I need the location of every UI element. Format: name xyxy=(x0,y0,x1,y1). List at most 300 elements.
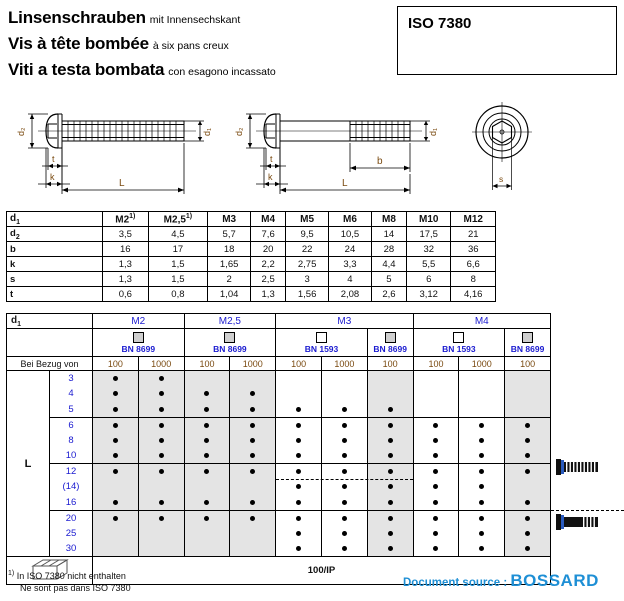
availability-dot xyxy=(296,546,301,551)
availability-dot xyxy=(342,438,347,443)
availability-dot xyxy=(433,438,438,443)
dimension-col-header-M5: M5 xyxy=(286,212,329,227)
availability-cell xyxy=(321,433,367,449)
availability-cell xyxy=(93,371,139,387)
availability-dot xyxy=(433,531,438,536)
dimension-col-header-M3: M3 xyxy=(208,212,251,227)
availability-dot xyxy=(159,469,164,474)
availability-dot xyxy=(113,423,118,428)
availability-cell xyxy=(276,371,322,387)
availability-cell xyxy=(413,448,459,464)
availability-dot xyxy=(296,453,301,458)
dimension-cell: 2 xyxy=(208,272,251,287)
availability-cell xyxy=(321,448,367,464)
availability-dot xyxy=(479,531,484,536)
dimension-cell: 28 xyxy=(371,242,406,257)
availability-cell xyxy=(413,541,459,557)
dim-label-d1: d₁ xyxy=(202,127,212,136)
bn-label: BN 8699 xyxy=(121,344,156,354)
availability-dot xyxy=(296,516,301,521)
availability-cell xyxy=(367,417,413,433)
quantity-header: 100 xyxy=(184,357,230,371)
dimension-cell: 2,75 xyxy=(286,257,329,272)
availability-cell xyxy=(138,495,184,511)
table-row xyxy=(7,272,496,287)
availability-dot xyxy=(388,531,393,536)
bn-header-BN-8699 xyxy=(184,329,276,357)
availability-cell xyxy=(413,526,459,542)
availability-dot xyxy=(388,516,393,521)
availability-dot xyxy=(388,469,393,474)
availability-dot xyxy=(159,376,164,381)
dimension-cell: 3,5 xyxy=(103,227,149,242)
dimension-cell: 6,6 xyxy=(451,257,496,272)
availability-cell xyxy=(138,371,184,387)
availability-dot xyxy=(433,546,438,551)
availability-cell xyxy=(321,526,367,542)
length-value: 3 xyxy=(50,371,93,387)
dimension-cell: 16 xyxy=(103,242,149,257)
bn-label: BN 8699 xyxy=(213,344,247,354)
dimension-cell: 9,5 xyxy=(286,227,329,242)
quantity-header: 100 xyxy=(413,357,459,371)
availability-cell xyxy=(505,371,551,387)
size-group-header-M2: M2 xyxy=(93,314,185,329)
availability-cell xyxy=(459,402,505,418)
availability-dot xyxy=(159,500,164,505)
table-row xyxy=(7,417,551,433)
quantity-header: 100 xyxy=(276,357,322,371)
table-row xyxy=(7,464,551,480)
availability-cell xyxy=(276,417,322,433)
swatch-gray-icon xyxy=(224,332,235,343)
availability-cell xyxy=(505,402,551,418)
availability-dot xyxy=(204,423,209,428)
dimension-cell: 32 xyxy=(407,242,451,257)
dimension-cell: 0,6 xyxy=(103,287,149,302)
availability-cell xyxy=(93,433,139,449)
length-value: 12 xyxy=(50,464,93,480)
length-value: 16 xyxy=(50,495,93,511)
availability-cell xyxy=(459,526,505,542)
document-source-label: Document source : xyxy=(403,577,508,589)
footnote-text-de: In ISO 7380 nicht enthalten xyxy=(16,571,126,581)
availability-cell xyxy=(230,433,276,449)
length-value: 10 xyxy=(50,448,93,464)
bn-header-BN-1593 xyxy=(276,329,368,357)
availability-cell xyxy=(230,386,276,402)
table-row xyxy=(7,510,551,526)
quantity-header: 100 xyxy=(505,357,551,371)
availability-cell xyxy=(93,541,139,557)
length-value: 25 xyxy=(50,526,93,542)
length-value: 8 xyxy=(50,433,93,449)
availability-dot xyxy=(388,407,393,412)
dimension-col-header-M2: M2$^{1)}$ xyxy=(103,212,149,227)
dimension-table xyxy=(6,211,496,302)
quantity-header: 1000 xyxy=(230,357,276,371)
availability-dot xyxy=(204,500,209,505)
availability-dot xyxy=(525,500,530,505)
availability-cell xyxy=(93,495,139,511)
availability-cell xyxy=(505,433,551,449)
availability-bn-header-row xyxy=(7,329,551,357)
dimension-table-header-row xyxy=(7,212,496,227)
availability-cell xyxy=(276,464,322,480)
availability-dot xyxy=(296,484,301,489)
availability-quantity-row xyxy=(7,357,551,371)
dimension-cell: 4 xyxy=(329,272,372,287)
table-row xyxy=(7,257,496,272)
dim-label-L: L xyxy=(119,178,125,189)
swatch-gray-icon xyxy=(385,332,396,343)
availability-dot xyxy=(433,453,438,458)
availability-cell xyxy=(138,448,184,464)
dimension-cell: 2,08 xyxy=(329,287,372,302)
dimension-cell: 20 xyxy=(251,242,286,257)
availability-cell xyxy=(230,417,276,433)
length-axis-label: L xyxy=(7,371,50,557)
availability-dot xyxy=(479,469,484,474)
table-row xyxy=(7,448,551,464)
availability-cell xyxy=(138,386,184,402)
availability-cell xyxy=(321,386,367,402)
length-value: 4 xyxy=(50,386,93,402)
availability-cell xyxy=(230,510,276,526)
availability-dot xyxy=(204,391,209,396)
availability-cell xyxy=(459,495,505,511)
availability-cell xyxy=(93,526,139,542)
availability-size-header-row xyxy=(7,314,551,329)
title-line-it xyxy=(8,60,276,80)
bn-header-BN-8699 xyxy=(93,329,185,357)
availability-cell xyxy=(367,386,413,402)
availability-cell xyxy=(459,479,505,495)
table-row xyxy=(7,541,551,557)
availability-dot xyxy=(342,500,347,505)
dimension-cell: 1,04 xyxy=(208,287,251,302)
availability-cell xyxy=(413,495,459,511)
dimension-col-header-M6: M6 xyxy=(329,212,372,227)
dimension-cell: 36 xyxy=(451,242,496,257)
availability-dot xyxy=(479,423,484,428)
bossard-logo: BOSSARD xyxy=(510,571,599,590)
availability-cell xyxy=(230,371,276,387)
length-value: 30 xyxy=(50,541,93,557)
bn-label: BN 1593 xyxy=(304,344,339,354)
availability-cell xyxy=(367,448,413,464)
availability-cell xyxy=(230,402,276,418)
dimension-cell: 17,5 xyxy=(407,227,451,242)
title-sub-de: mit Innensechskant xyxy=(149,14,241,26)
availability-cell xyxy=(367,541,413,557)
availability-cell xyxy=(413,479,459,495)
availability-dot xyxy=(388,546,393,551)
dimension-cell: 1,56 xyxy=(286,287,329,302)
availability-cell xyxy=(184,433,230,449)
availability-cell xyxy=(184,479,230,495)
footnote xyxy=(8,568,131,594)
availability-cell xyxy=(138,510,184,526)
dimension-cell: 1,5 xyxy=(148,272,208,287)
title-main-de: Linsenschrauben xyxy=(8,8,146,27)
availability-dot xyxy=(525,423,530,428)
availability-cell xyxy=(230,464,276,480)
availability-cell xyxy=(367,402,413,418)
availability-cell xyxy=(184,510,230,526)
availability-dot xyxy=(204,438,209,443)
dimension-row-label-s: s xyxy=(7,272,103,287)
document-source xyxy=(403,571,599,591)
standard-label: ISO 7380 xyxy=(408,15,472,32)
availability-cell xyxy=(184,402,230,418)
availability-dot xyxy=(113,376,118,381)
availability-cell xyxy=(367,510,413,526)
availability-dot xyxy=(159,453,164,458)
dimension-cell: 10,5 xyxy=(329,227,372,242)
availability-cell xyxy=(459,464,505,480)
size-group-header-M2,5: M2,5 xyxy=(184,314,276,329)
availability-cell xyxy=(413,371,459,387)
title-line-de xyxy=(8,8,240,28)
availability-dot xyxy=(433,423,438,428)
availability-cell xyxy=(367,479,413,495)
availability-cell xyxy=(459,433,505,449)
title-main-fr: Vis à tête bombée xyxy=(8,34,149,53)
availability-dot xyxy=(250,407,255,412)
availability-cell xyxy=(184,448,230,464)
availability-dot xyxy=(342,516,347,521)
availability-cell xyxy=(276,433,322,449)
table-row xyxy=(7,242,496,257)
swatch-gray-icon xyxy=(133,332,144,343)
availability-cell xyxy=(230,541,276,557)
length-value: 5 xyxy=(50,402,93,418)
availability-cell xyxy=(459,541,505,557)
availability-cell xyxy=(413,510,459,526)
availability-corner-label: $d_1$ xyxy=(7,314,93,329)
dimension-cell: 1,3 xyxy=(103,257,149,272)
availability-cell xyxy=(505,526,551,542)
availability-dot xyxy=(159,516,164,521)
availability-dot xyxy=(159,391,164,396)
availability-dot xyxy=(113,391,118,396)
availability-dot xyxy=(388,484,393,489)
length-value: 20 xyxy=(50,510,93,526)
dimension-cell: 3,12 xyxy=(407,287,451,302)
table-row xyxy=(7,495,551,511)
availability-cell xyxy=(505,510,551,526)
packaging-label: 100/IP xyxy=(93,557,551,585)
availability-cell xyxy=(93,417,139,433)
availability-dot xyxy=(296,423,301,428)
availability-dot xyxy=(433,484,438,489)
availability-cell xyxy=(276,479,322,495)
availability-cell xyxy=(276,386,322,402)
availability-dot xyxy=(525,469,530,474)
availability-cell xyxy=(459,510,505,526)
availability-dot xyxy=(113,500,118,505)
availability-cell xyxy=(276,448,322,464)
availability-dot xyxy=(525,531,530,536)
availability-dot xyxy=(525,453,530,458)
availability-cell xyxy=(93,402,139,418)
availability-dot xyxy=(388,438,393,443)
availability-cell xyxy=(138,464,184,480)
size-group-header-M3: M3 xyxy=(276,314,413,329)
availability-cell xyxy=(321,402,367,418)
availability-cell xyxy=(138,433,184,449)
availability-cell xyxy=(93,464,139,480)
availability-cell xyxy=(184,541,230,557)
availability-cell xyxy=(230,448,276,464)
availability-dot xyxy=(525,546,530,551)
availability-dot xyxy=(204,469,209,474)
table-row xyxy=(7,402,551,418)
availability-cell xyxy=(276,526,322,542)
table-row xyxy=(7,386,551,402)
table-row xyxy=(7,227,496,242)
availability-dot xyxy=(342,484,347,489)
availability-dot xyxy=(250,438,255,443)
drawing-fully-threaded-screw xyxy=(4,98,230,202)
bn-header-BN-1593 xyxy=(413,329,505,357)
reference-quantity-label: Bei Bezug von xyxy=(7,357,93,371)
availability-dot xyxy=(250,423,255,428)
availability-cell xyxy=(413,402,459,418)
dim-label-k: k xyxy=(268,172,273,182)
availability-table xyxy=(6,313,551,585)
title-line-fr xyxy=(8,34,229,54)
dim-label-t: t xyxy=(270,154,273,164)
availability-cell xyxy=(93,479,139,495)
footnote-line-1 xyxy=(8,568,131,582)
bn-header-BN-8699 xyxy=(505,329,551,357)
quantity-header: 1000 xyxy=(321,357,367,371)
availability-cell xyxy=(321,464,367,480)
availability-cell xyxy=(276,541,322,557)
dimension-cell: 24 xyxy=(329,242,372,257)
dimension-cell: 4,4 xyxy=(371,257,406,272)
dimension-row-label-t: t xyxy=(7,287,103,302)
dimension-row-label-b: b xyxy=(7,242,103,257)
availability-cell xyxy=(367,433,413,449)
dim-label-d1: d₁ xyxy=(428,127,438,136)
size-group-header-M4: M4 xyxy=(413,314,550,329)
table-row xyxy=(7,371,551,387)
availability-dot xyxy=(342,453,347,458)
availability-dot xyxy=(388,423,393,428)
availability-cell xyxy=(505,448,551,464)
availability-table-wrap xyxy=(6,313,551,585)
dimension-row-label-k: k xyxy=(7,257,103,272)
availability-cell xyxy=(413,417,459,433)
availability-cell xyxy=(138,526,184,542)
availability-cell xyxy=(230,479,276,495)
availability-cell xyxy=(184,386,230,402)
availability-cell xyxy=(321,371,367,387)
dimension-col-header-M10: M10 xyxy=(407,212,451,227)
availability-cell xyxy=(459,371,505,387)
availability-dot xyxy=(479,500,484,505)
technical-drawings xyxy=(0,98,624,203)
availability-dot xyxy=(113,469,118,474)
bn-header-BN-8699 xyxy=(367,329,413,357)
dim-label-d2: d₂ xyxy=(234,127,244,136)
dimension-cell: 22 xyxy=(286,242,329,257)
availability-cell xyxy=(93,448,139,464)
dimension-cell: 1,65 xyxy=(208,257,251,272)
dimension-col-header-M12: M12 xyxy=(451,212,496,227)
availability-cell xyxy=(276,402,322,418)
availability-cell xyxy=(138,402,184,418)
availability-cell xyxy=(459,386,505,402)
availability-cell xyxy=(321,479,367,495)
availability-dot xyxy=(433,500,438,505)
availability-cell xyxy=(459,417,505,433)
availability-dot xyxy=(388,500,393,505)
page-header xyxy=(0,0,624,95)
dimension-cell: 4,16 xyxy=(451,287,496,302)
availability-dot xyxy=(113,516,118,521)
availability-cell xyxy=(321,417,367,433)
availability-cell xyxy=(184,495,230,511)
availability-cell xyxy=(321,495,367,511)
availability-dot xyxy=(433,469,438,474)
dimension-cell: 5,7 xyxy=(208,227,251,242)
footnote-line-2 xyxy=(8,582,131,594)
availability-dot xyxy=(250,469,255,474)
dimension-cell: 8 xyxy=(451,272,496,287)
availability-cell xyxy=(184,464,230,480)
bn-label: BN 8699 xyxy=(510,344,545,354)
footnote-mark: 1) xyxy=(8,570,15,577)
availability-cell xyxy=(505,417,551,433)
availability-dot xyxy=(296,438,301,443)
availability-cell xyxy=(93,386,139,402)
availability-dot xyxy=(159,438,164,443)
length-value: (14) xyxy=(50,479,93,495)
availability-dot xyxy=(479,516,484,521)
swatch-white-icon xyxy=(316,332,327,343)
availability-dot xyxy=(113,407,118,412)
dimension-col-header-M8: M8 xyxy=(371,212,406,227)
availability-cell xyxy=(505,386,551,402)
availability-dot xyxy=(250,453,255,458)
availability-cell xyxy=(505,479,551,495)
dimension-cell: 2,5 xyxy=(251,272,286,287)
table-row xyxy=(7,526,551,542)
dimension-cell: 1,3 xyxy=(251,287,286,302)
dimension-cell: 0,8 xyxy=(148,287,208,302)
availability-dot xyxy=(479,438,484,443)
dimension-cell: 5,5 xyxy=(407,257,451,272)
length-value: 6 xyxy=(50,417,93,433)
availability-dot xyxy=(296,469,301,474)
standard-box xyxy=(397,6,617,75)
availability-cell xyxy=(413,464,459,480)
dimension-cell: 1,3 xyxy=(103,272,149,287)
availability-dot xyxy=(204,407,209,412)
availability-dot xyxy=(342,546,347,551)
availability-cell xyxy=(138,417,184,433)
title-sub-it: con esagono incassato xyxy=(168,66,276,78)
availability-dot xyxy=(250,391,255,396)
footnote-text-fr: Ne sont pas dans ISO 7380 xyxy=(20,583,131,593)
availability-cell xyxy=(321,510,367,526)
footnote-marker: 1) xyxy=(185,212,193,220)
bn-label: BN 1593 xyxy=(442,344,476,354)
